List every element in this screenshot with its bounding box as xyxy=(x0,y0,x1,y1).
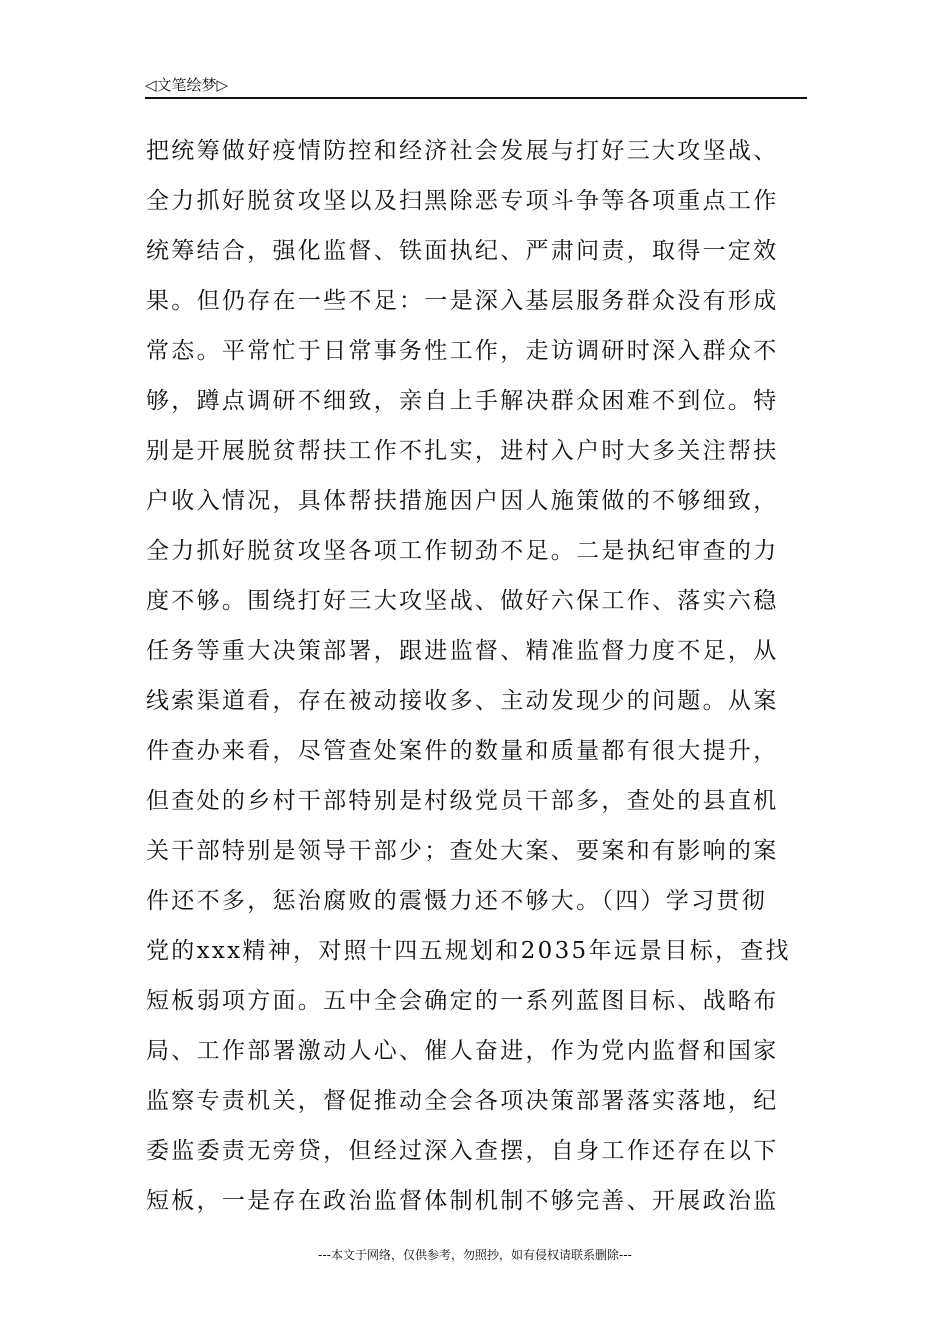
text-line: 全力抓好脱贫攻坚以及扫黑除恶专项斗争等各项重点工作 xyxy=(146,188,779,214)
text-line: 全力抓好脱贫攻坚各项工作韧劲不足。二是执纪审查的力 xyxy=(146,538,779,564)
text-line: 别是开展脱贫帮扶工作不扎实，进村入户时大多关注帮扶 xyxy=(146,438,779,464)
text-line: 统筹结合，强化监督、铁面执纪、严肃问责，取得一定效 xyxy=(146,238,779,264)
text-line: 委监委责无旁贷，但经过深入查摆，自身工作还存在以下 xyxy=(146,1138,779,1164)
text-line: 党的xxx精神，对照十四五规划和2035年远景目标，查找 xyxy=(146,938,791,964)
text-line: 监察专责机关，督促推动全会各项决策部署落实落地，纪 xyxy=(146,1088,779,1114)
text-line: 短板弱项方面。五中全会确定的一系列蓝图目标、战略布 xyxy=(146,988,779,1014)
text-line: 把统筹做好疫情防控和经济社会发展与打好三大攻坚战、 xyxy=(146,138,779,164)
text-line: 度不够。围绕打好三大攻坚战、做好六保工作、落实六稳 xyxy=(146,588,779,614)
text-line: 短板，一是存在政治监督体制机制不够完善、开展政治监 xyxy=(146,1188,779,1214)
page-footer-notice: ---本文于网络，仅供参考，勿照抄，如有侵权请联系删除--- xyxy=(318,1248,632,1262)
text-line: 户收入情况，具体帮扶措施因户因人施策做的不够细致， xyxy=(146,488,779,514)
text-line: 果。但仍存在一些不足：一是深入基层服务群众没有形成 xyxy=(146,288,779,314)
text-line: 线索渠道看，存在被动接收多、主动发现少的问题。从案 xyxy=(146,688,779,714)
text-line: 但查处的乡村干部特别是村级党员干部多，查处的县直机 xyxy=(146,788,779,814)
body-text xyxy=(146,126,794,1226)
page-header: ◁文笔绘梦▷ xyxy=(145,76,229,94)
text-line: 件还不多，惩治腐败的震慑力还不够大。（四）学习贯彻 xyxy=(146,888,767,914)
header-divider xyxy=(145,97,807,99)
text-line: 够，蹲点调研不细致，亲自上手解决群众困难不到位。特 xyxy=(146,388,779,414)
text-line: 关干部特别是领导干部少；查处大案、要案和有影响的案 xyxy=(146,838,779,864)
text-line: 件查办来看，尽管查处案件的数量和质量都有很大提升， xyxy=(146,738,779,764)
text-line: 局、工作部署激动人心、催人奋进，作为党内监督和国家 xyxy=(146,1038,779,1064)
text-line: 任务等重大决策部署，跟进监督、精准监督力度不足，从 xyxy=(146,638,779,664)
text-line: 常态。平常忙于日常事务性工作，走访调研时深入群众不 xyxy=(146,338,779,364)
